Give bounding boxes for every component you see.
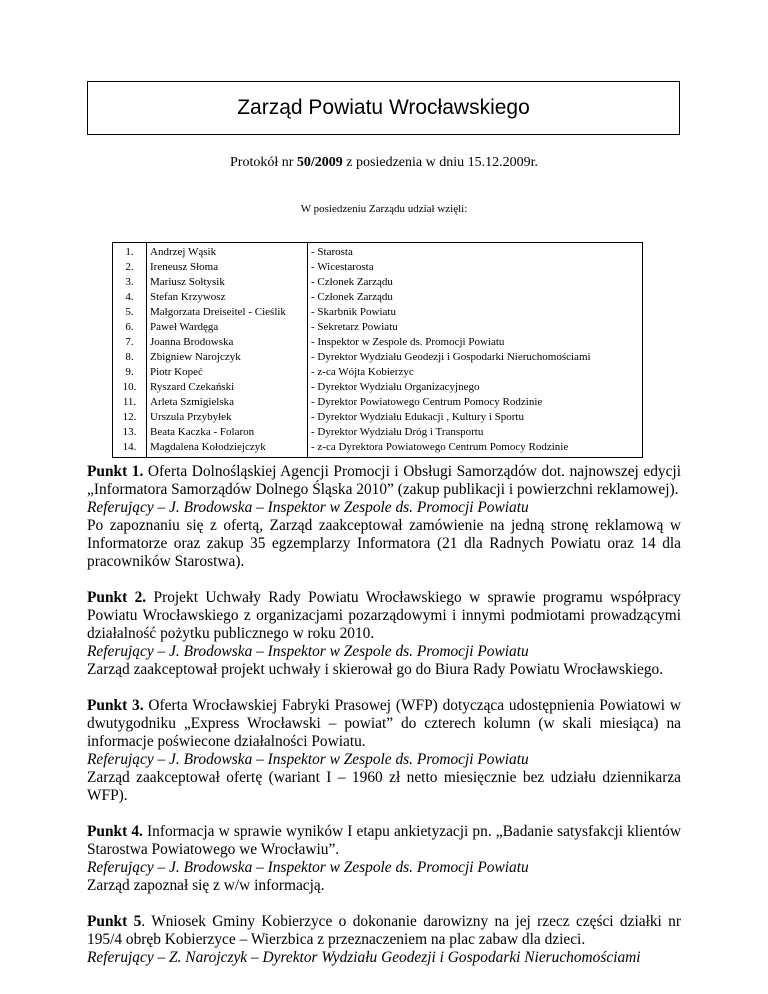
point-label: Punkt 1. [87,463,144,480]
table-row [113,243,643,261]
point-label: Punkt 3. [87,697,144,714]
member-number: 14. [113,440,147,458]
table-row [113,410,643,425]
member-name: Stefan Krzywosz [147,290,308,305]
table-row [113,290,643,305]
member-number: 3. [113,275,147,290]
member-role: - Starosta [308,243,643,261]
table-row [113,350,643,365]
member-role: - Dyrektor Powiatowego Centrum Pomocy Rodzinie [308,395,643,410]
member-role: - Wicestarosta [308,260,643,275]
member-role: - Członek Zarządu [308,275,643,290]
table-row [113,365,643,380]
member-name: Arleta Szmigielska [147,395,308,410]
member-name: Ryszard Czekański [147,380,308,395]
point-description [87,463,681,499]
document-title-box [87,81,680,135]
point-referent: Referujący – J. Brodowska – Inspektor w Zespole ds. Promocji Powiatu [87,859,529,876]
point-description [87,589,681,643]
protocol-number: 50/2009 [296,155,343,170]
point-text: Informacja w sprawie wyników I etapu ankietyzacji pn. „Badanie satysfakcji klientów Starostwa Powiatowego we Wrocławiu”. [87,823,681,858]
document-body [87,463,681,985]
point-text: Oferta Wrocławskiej Fabryki Prasowej (WFP) dotycząca udostępnienia Powiatowi w dwutygodniku „Express Wrocławski – powiat” do czterech kolumn (w skali miesiąca) na informacje poświecone działalności Powiatu. [87,697,681,750]
member-name: Małgorzata Dreiseitel - Cieślik [147,305,308,320]
point-description [87,697,681,751]
member-name: Beata Kaczka - Folaron [147,425,308,440]
table-row [113,305,643,320]
point-text: Oferta Dolnośląskiej Agencji Promocji i Obsługi Samorządów dot. najnowszej edycji „Informatora Samorządów Dolnego Śląska 2010” (zakup publikacji i powierzchni reklamowej). [87,463,681,498]
point-text: Projekt Uchwały Rady Powiatu Wrocławskiego w sprawie programu współpracy Powiatu Wrocławskiego z organizacjami pozarządowymi i innymi podmiotami prowadzącymi działalność pożytku publicznego w roku 2010. [87,589,681,642]
member-role: - Dyrektor Wydziału Organizacyjnego [308,380,643,395]
point-label: Punkt 4. [87,823,143,840]
point-decision: Zarząd zaakceptował ofertę (wariant I – 1960 zł netto miesięcznie bez udziału dziennikarza WFP). [87,769,681,804]
member-name: Urszula Przybyłek [147,410,308,425]
member-number: 1. [113,243,147,261]
table-row [113,320,643,335]
member-number: 5. [113,305,147,320]
member-number: 6. [113,320,147,335]
agenda-point [87,463,681,571]
table-row [113,380,643,395]
member-role: - Członek Zarządu [308,290,643,305]
table-row [113,335,643,350]
table-row [113,395,643,410]
point-referent: Referujący – Z. Narojczyk – Dyrektor Wydziału Geodezji i Gospodarki Nieruchomościami [87,949,641,966]
table-row [113,260,643,275]
point-description [87,913,681,949]
member-role: - Dyrektor Wydziału Dróg i Transportu [308,425,643,440]
member-role: - Skarbnik Powiatu [308,305,643,320]
point-referent: Referujący – J. Brodowska – Inspektor w Zespole ds. Promocji Powiatu [87,751,529,768]
member-number: 10. [113,380,147,395]
point-decision: Zarząd zaakceptował projekt uchwały i skierował go do Biura Rady Powiatu Wrocławskiego. [87,661,664,678]
member-number: 2. [113,260,147,275]
member-role: - z-ca Dyrektora Powiatowego Centrum Pomocy Rodzinie [308,440,643,458]
agenda-point [87,697,681,805]
point-text: . Wniosek Gminy Kobierzyce o dokonanie darowizny na jej rzecz części działki nr 195/4 obręb Kobierzyce – Wierzbica z przeznaczeniem na plac zabaw dla dzieci. [87,913,681,948]
protocol-suffix: z posiedzenia w dniu 15.12.2009r. [342,155,538,170]
agenda-point [87,823,681,895]
point-description [87,823,681,859]
member-role: - Dyrektor Wydziału Edukacji , Kultury i Sportu [308,410,643,425]
attendance-table [112,242,643,458]
point-label: Punkt 2. [87,589,147,606]
point-referent: Referujący – J. Brodowska – Inspektor w Zespole ds. Promocji Powiatu [87,499,529,516]
member-name: Zbigniew Narojczyk [147,350,308,365]
member-name: Piotr Kopeć [147,365,308,380]
table-row [113,440,643,458]
member-number: 11. [113,395,147,410]
attendance-intro: W posiedzeniu Zarządu udział wzięli: [300,203,468,215]
member-role: - Dyrektor Wydziału Geodezji i Gospodarki Nieruchomościami [308,350,643,365]
member-role: - z-ca Wójta Kobierzyc [308,365,643,380]
member-name: Magdalena Kołodziejczyk [147,440,308,458]
protocol-prefix: Protokół nr [230,155,297,170]
member-number: 7. [113,335,147,350]
member-number: 12. [113,410,147,425]
protocol-line [0,155,768,171]
table-row [113,425,643,440]
member-role: - Inspektor w Zespole ds. Promocji Powiatu [308,335,643,350]
member-name: Mariusz Sołtysik [147,275,308,290]
member-name: Paweł Wardęga [147,320,308,335]
point-label: Punkt 5 [87,913,142,930]
member-number: 13. [113,425,147,440]
point-decision: Po zapoznaniu się z ofertą, Zarząd zaakceptował zamówienie na jedną stronę reklamową w Informatorze oraz zakup 35 egzemplarzy Informatora (21 dla Radnych Powiatu oraz 14 dla pracowników Starostwa). [87,517,681,570]
member-number: 8. [113,350,147,365]
member-name: Ireneusz Słoma [147,260,308,275]
member-name: Joanna Brodowska [147,335,308,350]
member-name: Andrzej Wąsik [147,243,308,261]
member-role: - Sekretarz Powiatu [308,320,643,335]
point-referent: Referujący – J. Brodowska – Inspektor w Zespole ds. Promocji Powiatu [87,643,529,660]
document-title: Zarząd Powiatu Wrocławskiego [237,96,530,119]
table-row [113,275,643,290]
agenda-point [87,589,681,679]
member-number: 4. [113,290,147,305]
point-decision: Zarząd zapoznał się z w/w informacją. [87,877,325,894]
agenda-point [87,913,681,967]
member-number: 9. [113,365,147,380]
